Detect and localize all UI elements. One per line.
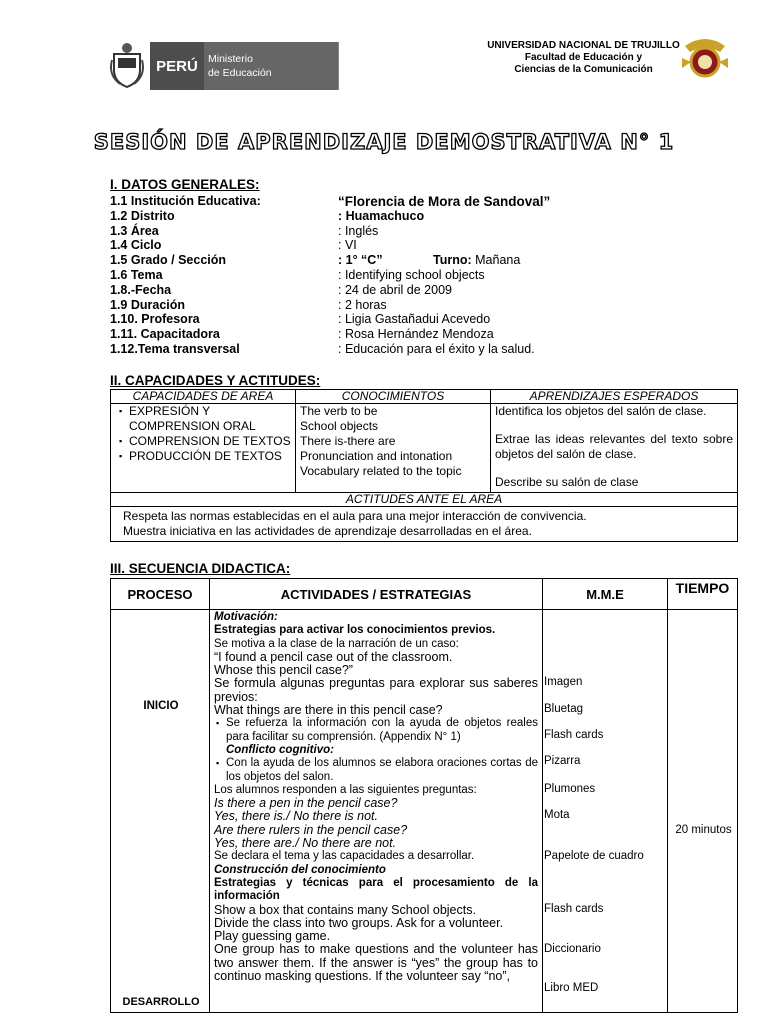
conocimiento-item: The verb to be (300, 404, 378, 418)
header-aprendizajes: APRENDIZAJES ESPERADOS (491, 390, 738, 404)
header-proceso: PROCESO (111, 579, 210, 610)
activity-text: Whose this pencil case?” (214, 663, 353, 678)
activity-text: Divide the class into two groups. Ask for a volunteer. (214, 915, 504, 930)
turno (433, 253, 520, 268)
mme-item: Diccionario (544, 943, 601, 955)
datos-row (110, 209, 670, 224)
actitudes-heading: ACTITUDES ANTE EL AREA (111, 493, 738, 507)
section2-heading: II. CAPACIDADES Y ACTITUDES: (110, 373, 321, 388)
conocimiento-item: There is-there are (300, 434, 396, 448)
conflicto-text: Conflicto cognitivo (226, 743, 331, 756)
datos-row (110, 312, 670, 327)
ministerio-line2: de Educación (208, 67, 272, 79)
header-actividades: ACTIVIDADES / ESTRATEGIAS (210, 579, 543, 610)
turno-value: Mañana (471, 253, 521, 268)
section3-heading: III. SECUENCIA DIDACTICA: (110, 561, 291, 576)
capacidad-item: ▪ PRODUCCIÓN DE TEXTOS (117, 449, 291, 464)
construccion-label: Construcción del conocimiento (214, 863, 386, 876)
mme-item: Libro MED (544, 982, 599, 994)
activity-text: Se declara el tema y las capacidades a desarrollar. (214, 850, 475, 863)
mme-item: Flash cards (544, 729, 604, 741)
aprendizaje-item: Describe su salón de clase (495, 475, 639, 489)
activity-bullet: ▪ Con la ayuda de los alumnos se elabora oraciones cortas de los objetos del salon. (214, 757, 538, 784)
capacidades-cell (111, 404, 296, 493)
activity-text: Se motiva a la clase de la narración de un caso: (214, 637, 459, 650)
datos-row (110, 253, 670, 268)
datos-row (110, 268, 670, 283)
datos-label: 1.2 Distrito (110, 208, 175, 223)
mme-item: Bluetag (544, 703, 584, 715)
datos-value: : Ligia Gastañadui Acevedo (338, 312, 491, 327)
activity-text: What things are there in this pencil case? (214, 703, 443, 718)
estrategias2-label: Estrategias y técnicas para el procesamiento de la información (214, 876, 538, 903)
conflicto-label: Conflicto cognitivo: (226, 743, 334, 756)
activity-bullet: ▪ Se refuerza la información con la ayuda de objetos reales para facilitar su comprensión. (Appendix N° 1) (214, 717, 538, 744)
proceso-inicio: INICIO (143, 700, 179, 712)
datos-label: 1.10. Profesora (110, 312, 200, 327)
section1-heading: I. DATOS GENERALES: (110, 177, 260, 192)
header-capacidades: CAPACIDADES DE AREA (111, 390, 296, 404)
peru-text: PERÚ (156, 57, 198, 75)
datos-value: : 1° “C” (338, 253, 383, 268)
datos-value: “Florencia de Mora de Sandoval” (338, 194, 551, 209)
datos-row (110, 342, 670, 357)
datos-value: : Identifying school objects (338, 268, 485, 282)
actitudes-header-row (111, 493, 738, 507)
capacidad-item: ▪ COMPRENSION DE TEXTOS (117, 434, 291, 449)
activity-text: Se formula algunas preguntas para explorar sus saberes previos: (214, 676, 538, 704)
conocimiento-item: School objects (300, 419, 379, 433)
answer-text: Yes, there are./ No there are not. (214, 836, 397, 851)
secuencia-table (110, 578, 738, 1013)
aprendizaje-item: Identifica los objetos del salón de clase. (495, 404, 707, 418)
datos-value: : Educación para el éxito y la salud. (338, 342, 535, 356)
actitud-item: Respeta las normas establecidas en el aula para una mejor interacción de convivencia. (123, 509, 587, 523)
actividades-cell (210, 610, 543, 1013)
peru-logo (150, 42, 204, 90)
activity-text: Play guessing game. (214, 929, 331, 944)
estrategias-label: Estrategias para activar los conocimientos previos. (214, 624, 496, 637)
aprendizajes-cell (491, 404, 738, 493)
mme-item: Papelote de cuadro (544, 850, 644, 862)
mme-item: Mota (544, 809, 570, 821)
datos-value: : Huamachuco (338, 208, 425, 223)
datos-label: 1.12.Tema transversal (110, 342, 240, 356)
actitudes-cell (111, 507, 738, 542)
activity-text: Los alumnos responden a las siguientes preguntas: (214, 783, 477, 796)
datos-row (110, 224, 670, 239)
activity-text: One group has to make questions and the volunteer has two answer them. If the answer is “yes” the group has to continuo masking questions. If the volunteer say “no”, (214, 942, 538, 984)
tiempo-value: 20 minutos (675, 824, 732, 836)
answer-text: Yes, there is./ No there is not. (214, 809, 378, 824)
activity-text: Show a box that contains many School objects. (214, 902, 476, 917)
conocimiento-item: Vocabulary related to the topic (300, 464, 462, 478)
university-name: UNIVERSIDAD NACIONAL DE TRUJILLO (487, 40, 680, 51)
tiempo-cell (668, 610, 738, 1013)
university-crest (680, 36, 730, 82)
proceso-cell (111, 610, 210, 1013)
turno-label: Turno: (433, 253, 472, 268)
motivacion-label: Motivación: (214, 611, 278, 623)
datos-row (110, 327, 670, 342)
capacidades-table (110, 389, 738, 542)
proceso-desarrollo: DESARROLLO (122, 996, 200, 1008)
capacidad-item: ▪ EXPRESIÓN Y COMPRENSION ORAL (117, 404, 291, 434)
ministerio-line1: Ministerio (208, 53, 253, 65)
faculty-line2: Ciencias de la Comunicación (514, 64, 653, 75)
activity-text: “I found a pencil case out of the classroom. (214, 649, 453, 664)
university-header (486, 40, 681, 76)
faculty-line1: Facultad de Educación y (524, 52, 643, 63)
datos-value: : 2 horas (338, 297, 387, 312)
datos-value: : 24 de abril de 2009 (338, 282, 452, 297)
peru-shield-logo (110, 40, 144, 90)
datos-label: 1.3 Área (110, 223, 159, 238)
ministerio-logo (204, 42, 338, 90)
mme-item: Plumones (544, 783, 596, 795)
header-mme: M.M.E (543, 579, 668, 610)
datos-label: 1.6 Tema (110, 268, 163, 282)
capacidades-body-row (111, 404, 738, 493)
datos-label: 1.5 Grado / Sección (110, 253, 227, 268)
datos-row (110, 194, 670, 209)
header-tiempo: TIEMPO (668, 579, 738, 610)
question-text: Are there rulers in the pencil case? (214, 822, 408, 837)
conocimiento-item: Pronunciation and intonation (300, 449, 453, 463)
datos-row (110, 238, 670, 253)
datos-label: 1.4 Ciclo (110, 238, 162, 253)
document-title: SESIÓN DE APRENDIZAJE DEMOSTRATIVA N° 1 (93, 130, 675, 154)
secuencia-body-row (111, 610, 738, 1013)
datos-label: 1.8.-Fecha (110, 282, 172, 297)
header-conocimientos: CONOCIMIENTOS (296, 390, 491, 404)
datos-value: : Rosa Hernández Mendoza (338, 327, 494, 342)
mme-item: Flash cards (544, 903, 604, 915)
datos-row (110, 298, 670, 313)
mme-item: Pizarra (544, 755, 581, 767)
secuencia-header-row (111, 579, 738, 610)
mme-item: Imagen (544, 676, 583, 688)
conocimientos-cell (296, 404, 491, 493)
datos-label: 1.9 Duración (110, 297, 186, 312)
datos-label: 1.1 Institución Educativa: (110, 194, 261, 208)
datos-value: : Inglés (338, 223, 379, 238)
datos-row (110, 283, 670, 298)
header-divider (338, 42, 339, 90)
question-text: Is there a pen in the pencil case? (214, 796, 398, 811)
actitud-item: Muestra iniciativa en las actividades de aprendizaje desarrolladas en el área. (123, 524, 532, 538)
datos-label: 1.11. Capacitadora (110, 327, 220, 342)
capacidades-header-row (111, 390, 738, 404)
actitudes-body-row (111, 507, 738, 542)
datos-value: : VI (338, 238, 357, 253)
aprendizaje-item: Extrae las ideas relevantes del texto sobre objetos del salón de clase. (495, 432, 733, 461)
